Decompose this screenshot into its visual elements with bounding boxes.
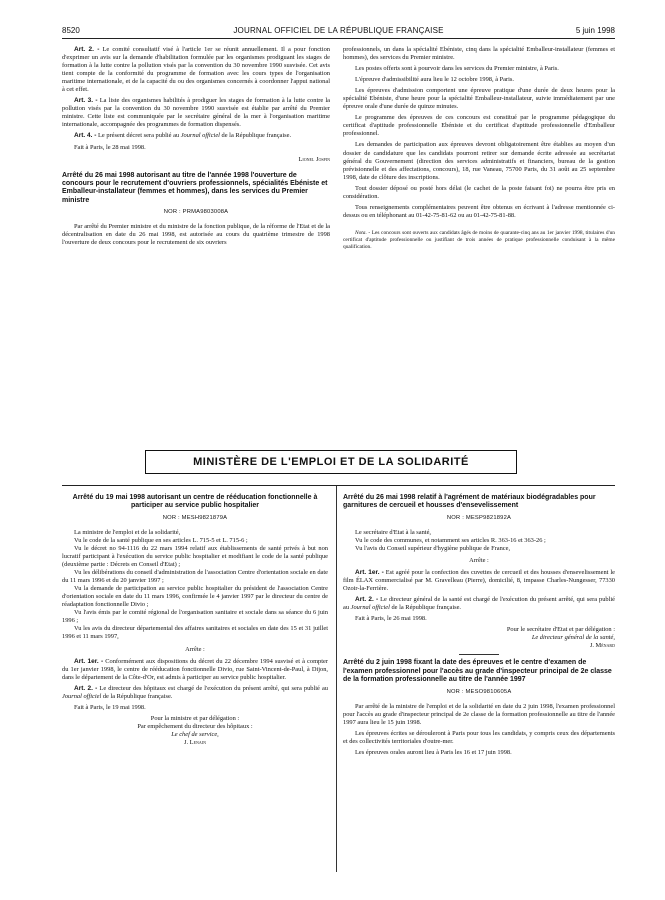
paragraph: Vu le code de la santé publique en ses articles L. 715-5 et L. 715-6 ; xyxy=(74,536,248,544)
paragraph: Vu l'avis émis par le comité régional de l'organisation sanitaire et sociale dans sa séance du 6 juin 1996 ; xyxy=(62,609,328,625)
paragraph: Les épreuves d'admission comportent une épreuve pratique d'une durée de deux heures pour la spécialité Ebéniste, d'une heure pour la spécialité Emballeur-installateur, suivie immédiatement par une épreuve orale d'une durée de quinze minutes. xyxy=(343,87,615,111)
article-2: Art. 2. - Le comité consultatif visé à l'article 1er se réunit annuellement. Il a pour fonction d'exprimer un avis sur la demande d'habilitation formulée par les organismes prodiguant les stages de formation à la lutte contre la pollution visés par la convention du 30 novembre 1990 susvisée. Cet avis tient compte de la conformité du programme de formation avec les cours types de l'organisation maritime internationale, et de la capacité du ou des organismes concernés à coordonner l'appui national à cet effet. xyxy=(62,46,330,94)
article-1: Art. 1er. - Conformément aux dispositions du décret du 22 décembre 1994 susvisé et à compter du 1er janvier 1998, le centre de rééducation fonctionnelle Divio, rue Saint-Vincent-de-Paul, à Dijon, dans le département de la Côte-d'Or, est admis à participer au service public hospitalier. xyxy=(62,657,328,681)
signature-line: Le chef de service, xyxy=(171,730,219,738)
arrete-title: Arrêté du 2 juin 1998 fixant la date des épreuves et le centre d'examen de l'examen professionnel pour l'accès au grade d'inspecteur principal de 2e classe de la formation professionnelle au titre de l'année 1997 xyxy=(343,659,612,684)
arrete-label: Arrête : xyxy=(185,645,205,653)
paragraph: Vu les avis du directeur départemental des affaires sanitaires et sociales en date des 15 et 31 juillet 1996 et 11 mars 1997, xyxy=(62,625,328,641)
paragraph: La ministre de l'emploi et de la solidarité, xyxy=(74,528,181,536)
paragraph: Les épreuves orales auront lieu à Paris les 16 et 17 juin 1998. xyxy=(355,748,512,756)
paragraph: Vu le code des communes, et notamment ses articles R. 363-16 et 363-26 ; xyxy=(355,536,546,544)
top-right-column xyxy=(343,46,615,251)
column-divider xyxy=(336,486,337,872)
signature: Lionel Jospin xyxy=(298,155,330,163)
paragraph: L'épreuve d'admissibilité aura lieu le 12 octobre 1998, à Paris. xyxy=(355,76,515,84)
nor-reference: NOR : MESH9821879A xyxy=(162,514,228,521)
decree-date: Fait à Paris, le 28 mai 1998. xyxy=(74,143,146,151)
arrete-label: Arrête : xyxy=(469,557,489,564)
signature-name: J. Ménard xyxy=(589,642,615,650)
signature-line: Par empêchement du directeur des hôpitaux : xyxy=(137,722,253,730)
paragraph: Par arrêté de la ministre de l'emploi et de la solidarité en date du 2 juin 1998, l'examen professionnel pour l'accès au grade d'inspecteur principal de 2e classe de la formation professionnelle au titre de l'année 1997 aura lieu le 15 juin 1998. xyxy=(343,702,615,726)
paragraph: Vu la demande de participation au service public hospitalier du président de l'association Centre d'orientation sociale en date du 11 mars 1996, confirmée le 4 janvier 1997 par le directeur du centre de réadaptation fonctionnelle Divio ; xyxy=(62,585,328,609)
paragraph: Tous renseignements complémentaires peuvent être obtenus en écrivant à l'adresse mentionnée ci-dessus ou en téléphonant au 01-42-75-81-62 ou au 01-42-75-81-88. xyxy=(343,203,615,219)
paragraph: Les postes offerts sont à pourvoir dans les services du Premier ministre, à Paris. xyxy=(355,65,559,73)
paragraph: Le secrétaire d'Etat à la santé, xyxy=(355,528,432,536)
bottom-left-column xyxy=(62,486,328,747)
arrete-title: Arrêté du 26 mai 1998 relatif à l'agrément de matériaux biodégradables pour garnitures de cercueil et housses d'ensevelissement xyxy=(343,494,596,510)
nor-reference: NOR : MESO9810605A xyxy=(446,688,512,695)
ministry-banner: MINISTÈRE DE L'EMPLOI ET DE LA SOLIDARITÉ xyxy=(145,450,517,474)
signature-line: Pour le secrétaire d'Etat et par délégation : xyxy=(506,626,615,634)
signature-line: Le directeur général de la santé, xyxy=(531,634,615,642)
signing-date: Fait à Paris, le 26 mai 1998. xyxy=(355,615,427,623)
paragraph: Vu le décret no 94-1116 du 22 mars 1994 relatif aux établissements de santé privés à but non lucratif participant à l'exécution du service public hospitalier et modifiant le code de la santé publique (deuxième partie : Décrets en Conseil d'Etat) ; xyxy=(62,544,328,569)
bottom-right-column xyxy=(343,486,615,757)
paragraph: Le programme des épreuves de ces concours est constitué par le programme pédagogique du certificat d'aptitude professionnelle Ebéniste et du certificat d'aptitude professionnelle d'Emballeur professionnel. xyxy=(343,114,615,138)
article-1: Art. 1er. - Est agréé pour la confection des cuvettes de cercueil et des housses d'ensevelissement le film ÉLAX commercialisé par M. Gravelleau (Pierre), domicilié, 8, impasse Charles-Nungesser, 77330 Ozoir-la-Ferrière. xyxy=(343,569,615,593)
top-left-column xyxy=(62,46,330,247)
nor-reference: NOR : PRMA9803008A xyxy=(163,209,229,216)
article-4: Art. 4. - Le présent décret sera publié au Journal officiel de la République française. xyxy=(74,132,292,140)
signature-line: Pour la ministre et par délégation : xyxy=(150,714,240,722)
paragraph: professionnels, un dans la spécialité Ebéniste, cinq dans la spécialité Emballeur-installateur (femmes et hommes), des services du Premier ministre. xyxy=(343,46,615,62)
paragraph: Tout dossier déposé ou posté hors délai (le cachet de la poste faisant foi) ne pourra être pris en considération. xyxy=(343,184,615,200)
paragraph: Les épreuves écrites se dérouleront à Paris pour tous les candidats, y compris ceux des départements et des collectivités territoriales d'outre-mer. xyxy=(343,729,615,745)
header-rule xyxy=(62,38,615,39)
paragraph: Vu les délibérations du conseil d'administration de l'association Centre d'orientation sociale en date du 11 mars 1996 et du 20 janvier 1997 ; xyxy=(62,569,328,585)
article-2: Art. 2. - Le directeur général de la santé est chargé de l'exécution du présent arrêté, qui sera publié au Journal officiel de la République française. xyxy=(343,596,615,612)
journal-title: JOURNAL OFFICIEL DE LA RÉPUBLIQUE FRANÇAISE xyxy=(233,26,444,35)
arrete-title: Arrêté du 19 mai 1998 autorisant un centre de rééducation fonctionnelle à participer au service public hospitalier xyxy=(72,494,318,510)
arrete-title: Arrêté du 26 mai 1998 autorisant au titre de l'année 1998 l'ouverture de concours pour le recrutement d'ouvriers professionnels, spécialités Ebéniste et Emballeur-installateur (femmes et hommes), dans les services du Premier ministre xyxy=(62,171,328,204)
nota: Nota. - Les concours sont ouverts aux candidats âgés de moins de quarante-cinq ans au 1er janvier 1998, titulaires d'un certificat d'aptitude professionnelle ou justifiant de trois années de pratique professionnelle conduisant à la même qualification. xyxy=(343,229,615,250)
signing-date: Fait à Paris, le 19 mai 1998. xyxy=(74,703,146,711)
page-number: 8520 xyxy=(62,26,80,35)
arrete-body: Par arrêté du Premier ministre et du ministre de la fonction publique, de la réforme de l'Etat et de la décentralisation en date du 26 mai 1998, est autorisée au cours du quatrième trimestre de 1998 l'ouverture de deux concours pour le recrutement de six ouvriers xyxy=(62,223,330,247)
issue-date: 5 juin 1998 xyxy=(575,26,615,35)
article-2: Art. 2. - Le directeur des hôpitaux est chargé de l'exécution du présent arrêté, qui sera publié au Journal officiel de la République française. xyxy=(62,684,328,700)
nor-reference: NOR : MESP9821892A xyxy=(446,514,512,521)
signature-name: J. Lenain xyxy=(183,738,207,746)
paragraph: Vu l'avis du Conseil supérieur d'hygiène publique de France, xyxy=(355,544,511,552)
article-3: Art. 3. - La liste des organismes habilités à prodiguer les stages de formation à la lutte contre la pollution visés par la convention du 30 novembre 1990 susvisée est établie par arrêté du Premier ministre. Cette liste est communiquée par le secrétaire général de la mer à l'organisation maritime internationale, accompagnée des programmes de formation dispensés. xyxy=(62,97,330,129)
paragraph: Les demandes de participation aux épreuves devront obligatoirement être établies au moyen d'un dossier de candidature que les candidats pourront retirer sur demande écrite adressée au secrétariat général du Gouvernement (direction des services administratifs et financiers, bureau de la gestion prévisionnelle et des affectations, concours), 18, rue Vaneau, 75700 Paris, du 31 août au 25 septembre 1998, date de clôture des inscriptions. xyxy=(343,141,615,181)
separator xyxy=(459,654,499,655)
